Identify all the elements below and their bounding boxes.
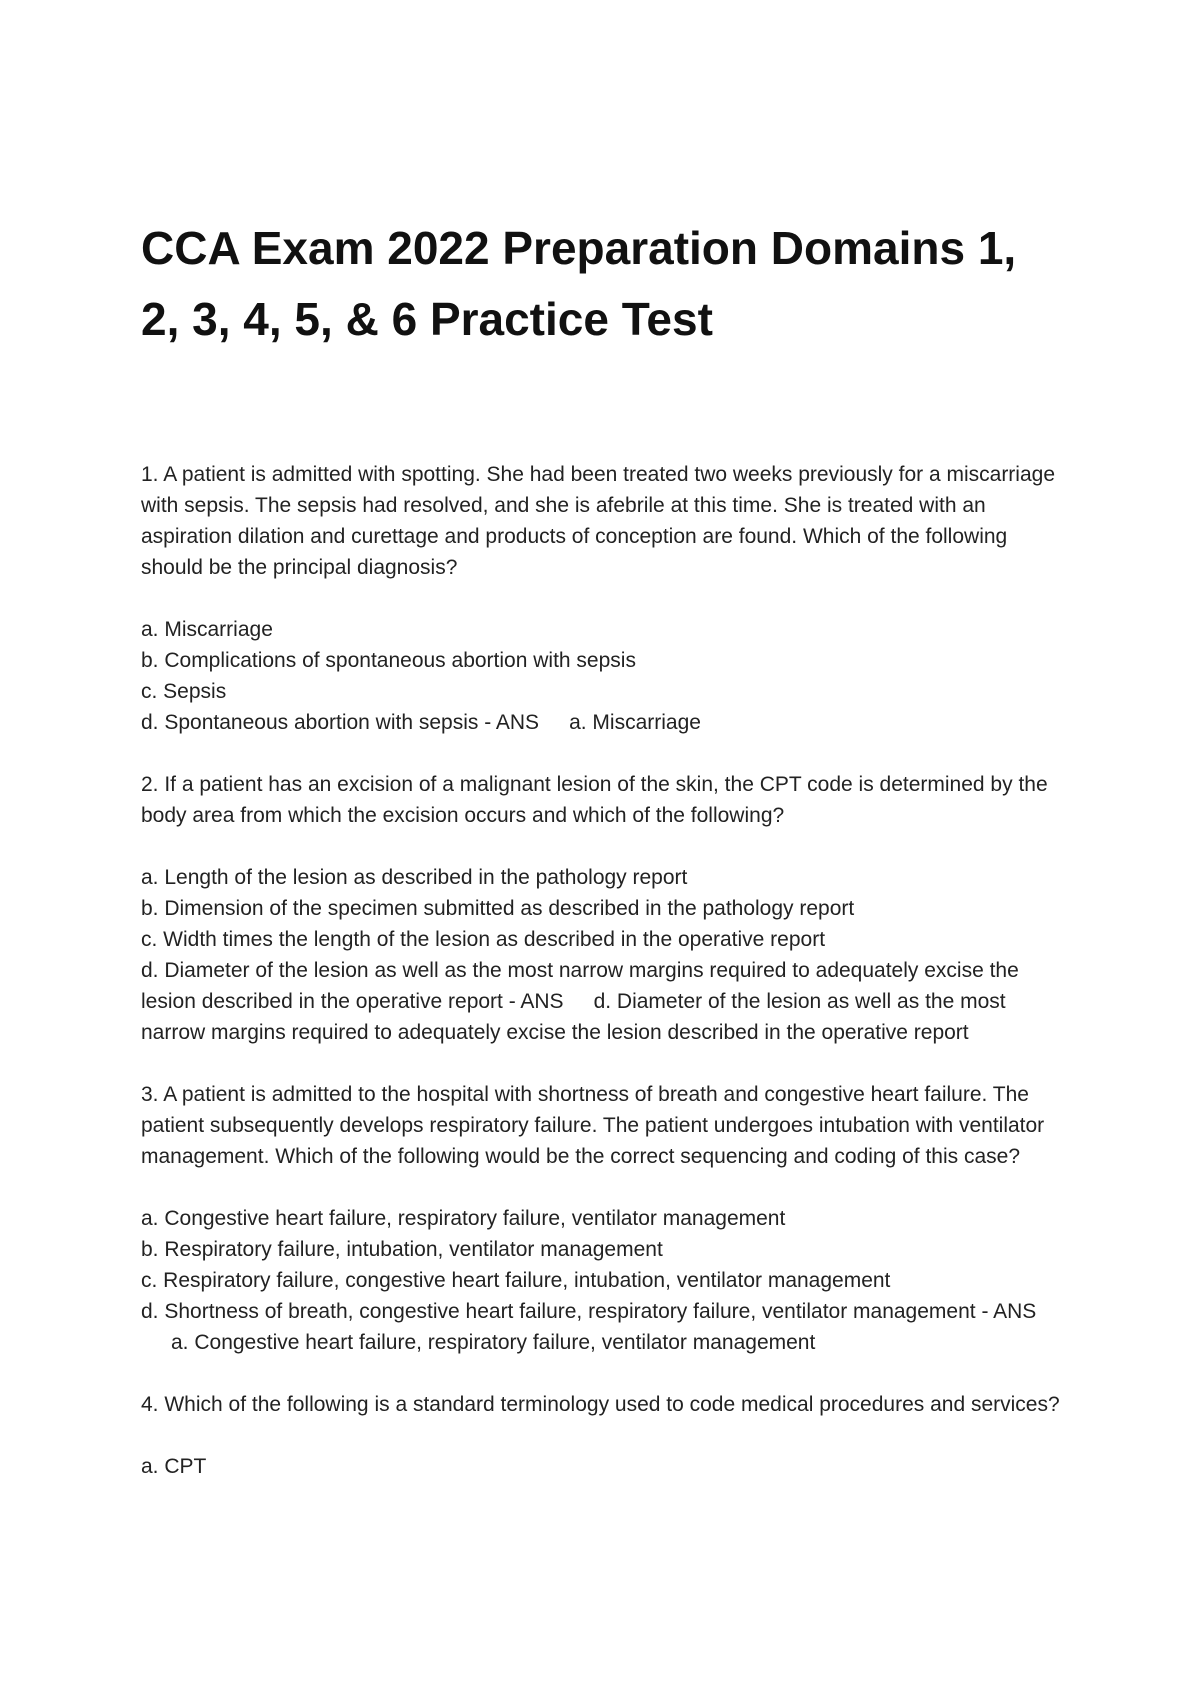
- answer-option-last: [141, 707, 1061, 738]
- answer-option-last: [141, 955, 1061, 1048]
- question-text: 2. If a patient has an excision of a malignant lesion of the skin, the CPT code is determined by the body area from which the excision occurs and which of the following?: [141, 773, 1048, 827]
- question-4: [141, 1389, 1061, 1482]
- answer-option: b. Respiratory failure, intubation, ventilator management: [141, 1238, 663, 1261]
- answer-option: a. Length of the lesion as described in the pathology report: [141, 866, 688, 889]
- correct-answer: a. Miscarriage: [569, 711, 701, 734]
- question-1: [141, 459, 1061, 738]
- answer-option-text: d. Spontaneous abortion with sepsis - ANS: [141, 711, 540, 734]
- question-2: [141, 769, 1061, 1048]
- answer-option: b. Complications of spontaneous abortion with sepsis: [141, 649, 636, 672]
- question-text: 3. A patient is admitted to the hospital with shortness of breath and congestive heart failure. The patient subsequently develops respiratory failure. The patient undergoes intubation with ventilator management. Which of the following would be the correct sequencing and coding of this case?: [141, 1083, 1045, 1168]
- document-title: CCA Exam 2022 Preparation Domains 1, 2, 3, 4, 5, & 6 Practice Test: [141, 222, 1017, 345]
- answer-option-text: d. Shortness of breath, congestive heart failure, respiratory failure, ventilator management - ANS: [141, 1300, 1037, 1323]
- question-text: 1. A patient is admitted with spotting. She had been treated two weeks previously for a miscarriage with sepsis. The sepsis had resolved, and she is afebrile at this time. She is treated with an aspiration dilation and curettage and products of conception are found. Which of the following should be the principal diagnosis?: [141, 463, 1056, 579]
- correct-answer: d. Diameter of the lesion as well as the most narrow margins required to adequately excise the lesion described in the operative report: [141, 990, 1006, 1044]
- question-list: [141, 459, 1061, 1482]
- answer-option: c. Sepsis: [141, 680, 227, 703]
- correct-answer: a. Congestive heart failure, respiratory failure, ventilator management: [171, 1331, 816, 1354]
- answer-option: c. Respiratory failure, congestive heart failure, intubation, ventilator management: [141, 1269, 891, 1292]
- question-3: [141, 1079, 1061, 1358]
- question-text: 4. Which of the following is a standard terminology used to code medical procedures and services?: [141, 1393, 1060, 1416]
- answer-option: a. Miscarriage: [141, 618, 273, 641]
- answer-option-last: [141, 1296, 1061, 1358]
- answer-option: a. CPT: [141, 1455, 207, 1478]
- answer-option-text: d. Diameter of the lesion as well as the most narrow margins required to adequately excise the lesion described in the operative report - ANS: [141, 959, 1019, 1013]
- answer-option: b. Dimension of the specimen submitted as described in the pathology report: [141, 897, 855, 920]
- answer-option: a. Congestive heart failure, respiratory failure, ventilator management: [141, 1207, 786, 1230]
- document-page: [141, 213, 1061, 1482]
- answer-option: c. Width times the length of the lesion as described in the operative report: [141, 928, 826, 951]
